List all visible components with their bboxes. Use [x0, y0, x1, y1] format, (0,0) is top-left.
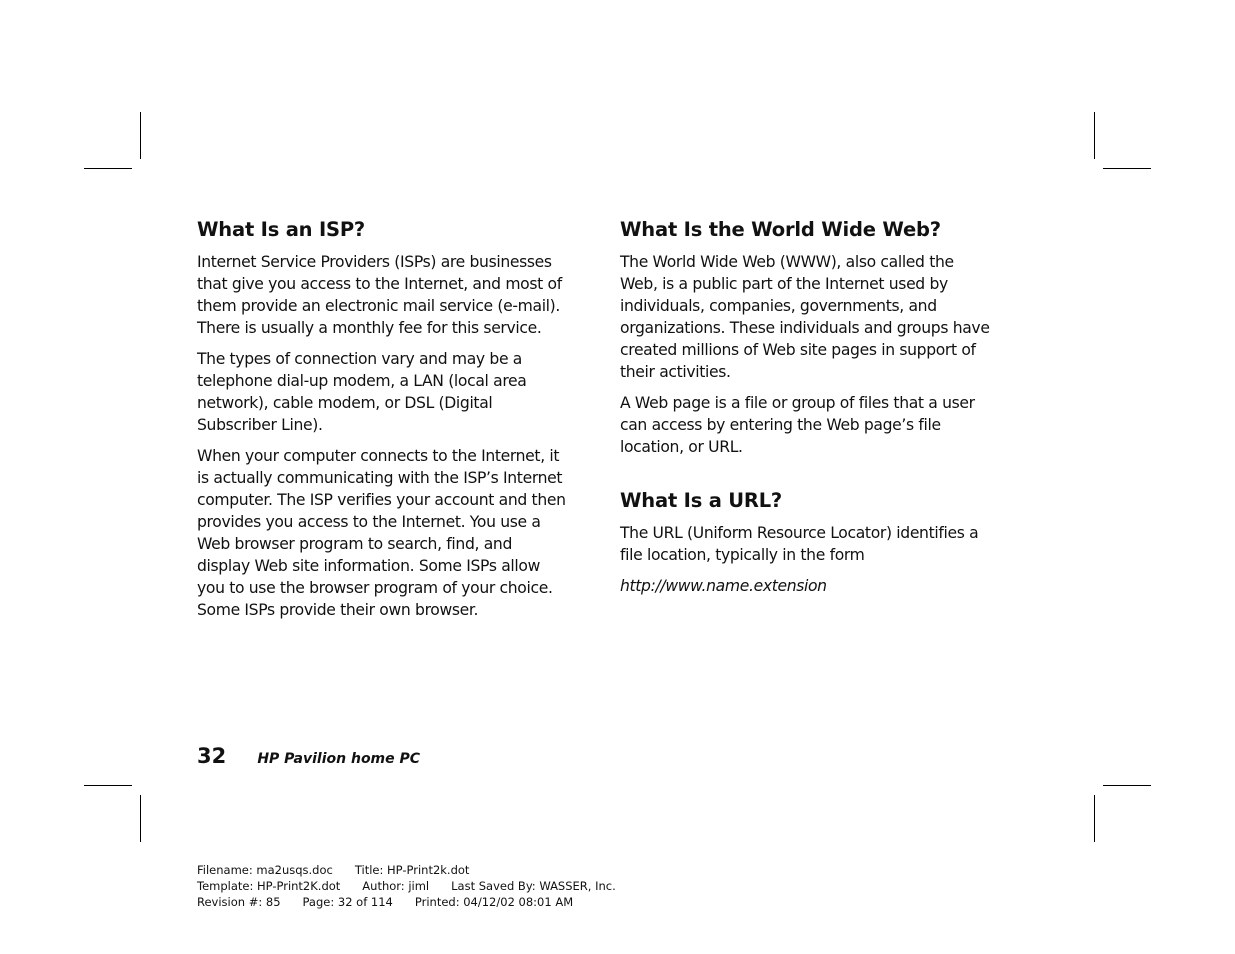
meta-last-saved: Last Saved By: WASSER, Inc. [451, 879, 616, 893]
meta-author: Author: jiml [362, 879, 430, 893]
crop-mark [1103, 168, 1151, 169]
meta-line [197, 894, 616, 910]
www-paragraph: A Web page is a file or group of files that a user can access by entering the Web page’s file location, or URL. [620, 394, 975, 456]
isp-paragraph: Internet Service Providers (ISPs) are businesses that give you access to the Internet, and most of them provide an electronic mail service (e-mail). There is usually a monthly fee for this service. [197, 253, 562, 337]
crop-mark [84, 168, 132, 169]
url-heading: What Is a URL? [620, 489, 783, 512]
meta-title: Title: HP-Print2k.dot [354, 863, 470, 877]
book-title: HP Pavilion home PC [257, 751, 421, 767]
crop-mark [1103, 785, 1151, 786]
left-column [197, 218, 569, 630]
meta-filename: Filename: ma2usqs.doc [197, 863, 333, 877]
meta-line [197, 862, 616, 878]
crop-mark [1094, 795, 1095, 842]
isp-heading: What Is an ISP? [197, 218, 366, 241]
crop-mark [1094, 112, 1095, 159]
right-column [620, 218, 992, 606]
meta-revision: Revision #: 85 [197, 895, 281, 909]
document-metadata [197, 862, 616, 910]
meta-template: Template: HP-Print2K.dot [197, 879, 341, 893]
isp-paragraph: When your computer connects to the Internet, it is actually communicating with the ISP’s Internet computer. The ISP verifies your account and then provides you access to the Internet. You use a Web browser program to search, find, and display Web site information. Some ISPs allow you to use the browser program of your choice. Some ISPs provide their own browser. [197, 447, 566, 619]
crop-mark [140, 112, 141, 159]
isp-paragraph: The types of connection vary and may be a telephone dial-up modem, a LAN (local area network), cable modem, or DSL (Digital Subscriber Line). [197, 350, 527, 434]
www-heading: What Is the World Wide Web? [620, 218, 941, 241]
page-footer [197, 744, 420, 768]
crop-mark [140, 795, 141, 842]
meta-printed: Printed: 04/12/02 08:01 AM [414, 895, 574, 909]
url-example: http://www.name.extension [620, 577, 827, 595]
www-paragraph: The World Wide Web (WWW), also called the Web, is a public part of the Internet used by individuals, companies, governments, and organizations. These individuals and groups have created millions of Web site pages in support of their activities. [620, 253, 990, 381]
url-paragraph: The URL (Uniform Resource Locator) identifies a file location, typically in the form [620, 524, 979, 564]
page-number: 32 [197, 744, 227, 768]
meta-line [197, 878, 616, 894]
meta-page: Page: 32 of 114 [302, 895, 393, 909]
section-spacer [620, 467, 992, 489]
crop-mark [84, 785, 132, 786]
